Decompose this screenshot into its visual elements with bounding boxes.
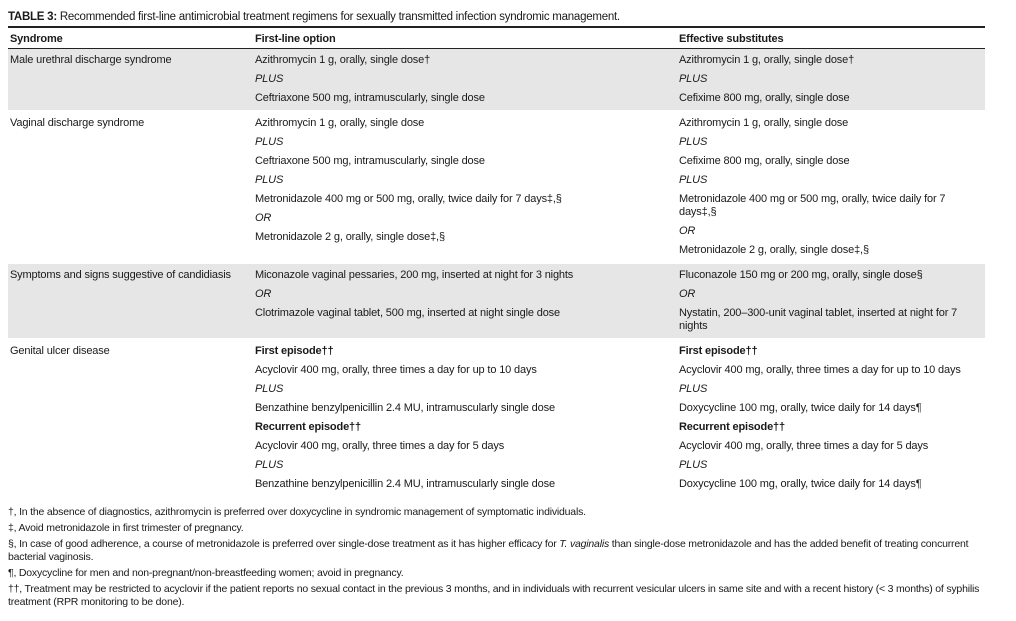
connector-text: PLUS (255, 174, 284, 186)
footnotes (8, 506, 985, 609)
syndrome-cell (8, 111, 253, 263)
footnote-pre: ‡, Avoid metronidazole in first trimester of pregnancy. (8, 522, 244, 534)
first-line-cell (253, 111, 677, 263)
connector-text: PLUS (679, 73, 708, 85)
connector-text: OR (255, 212, 272, 224)
connector-text: PLUS (255, 383, 284, 395)
syndrome-cell (8, 49, 253, 112)
regimen-text: Clotrimazole vaginal tablet, 500 mg, inserted at night single dose (255, 307, 561, 319)
regimen-text: Acyclovir 400 mg, orally, three times a day for up to 10 days (679, 364, 961, 376)
regimen-text: Metronidazole 2 g, orally, single dose‡,§ (679, 244, 869, 256)
footnote-pre: ¶, Doxycycline for men and non-pregnant/non-breastfeeding women; avoid in pregnancy. (8, 567, 404, 579)
regimen-text: Acyclovir 400 mg, orally, three times a day for up to 10 days (255, 364, 537, 376)
connector-text: PLUS (255, 136, 284, 148)
regimen-text: Azithromycin 1 g, orally, single dose (255, 117, 425, 129)
regimen-text: Metronidazole 400 mg or 500 mg, orally, twice daily for 7 days‡,§ (255, 193, 562, 205)
regimen-text: Benzathine benzylpenicillin 2.4 MU, intramuscularly single dose (255, 402, 555, 414)
regimen-text: Benzathine benzylpenicillin 2.4 MU, intramuscularly single dose (255, 478, 555, 490)
regimen-text: Miconazole vaginal pessaries, 200 mg, inserted at night for 3 nights (255, 269, 574, 281)
footnote-post: than single-dose metronidazole and has the added benefit of treating concurrent bacterial vaginosis. (8, 538, 969, 563)
regimen-text: Nystatin, 200–300-unit vaginal tablet, inserted at night for 7 nights (679, 307, 958, 332)
table-row (8, 111, 985, 263)
first-line-cell (253, 49, 677, 112)
connector-text: PLUS (679, 174, 708, 186)
connector-text: PLUS (255, 73, 284, 85)
regimen-text: Azithromycin 1 g, orally, single dose† (255, 54, 431, 66)
syndrome-cell (8, 339, 253, 497)
header-first-line: First-line option (253, 27, 677, 49)
regimen-text: Azithromycin 1 g, orally, single dose (679, 117, 849, 129)
regimen-text: Acyclovir 400 mg, orally, three times a day for 5 days (679, 440, 929, 452)
substitutes-cell (677, 111, 985, 263)
substitutes-cell (677, 263, 985, 339)
header-row (8, 27, 985, 49)
regimen-text: Ceftriaxone 500 mg, intramuscularly, single dose (255, 155, 485, 167)
connector-text: OR (255, 288, 272, 300)
syndrome-cell (8, 263, 253, 339)
caption-label: TABLE 3: (8, 11, 57, 23)
syndrome-name: Vaginal discharge syndrome (10, 117, 145, 129)
regimen-text: Doxycycline 100 mg, orally, twice daily for 14 days¶ (679, 402, 922, 414)
table-figure (8, 8, 985, 612)
connector-text: OR (679, 225, 696, 237)
connector-text: PLUS (679, 383, 708, 395)
header-substitutes: Effective substitutes (677, 27, 985, 49)
regimen-text: Ceftriaxone 500 mg, intramuscularly, single dose (255, 92, 485, 104)
regimen-text: Doxycycline 100 mg, orally, twice daily for 14 days¶ (679, 478, 922, 490)
header-syndrome: Syndrome (8, 27, 253, 49)
regimen-text: Cefixime 800 mg, orally, single dose (679, 92, 850, 104)
table-row (8, 339, 985, 497)
regimen-text: Metronidazole 2 g, orally, single dose‡,§ (255, 231, 445, 243)
footnote-pre: ††, Treatment may be restricted to acyclovir if the patient reports no sexual contact in the previous 3 months, and in individuals with recurrent vesicular ulcers in same site and with a recent history (< 3 months) of syphilis treatment (RPR monitoring to be done). (8, 583, 980, 608)
episode-heading: First episode†† (679, 345, 758, 357)
substitutes-cell (677, 339, 985, 497)
regimen-text: Cefixime 800 mg, orally, single dose (679, 155, 850, 167)
episode-heading: Recurrent episode†† (679, 421, 785, 433)
footnote-pre: †, In the absence of diagnostics, azithromycin is preferred over doxycycline in syndromic management of symptomatic individuals. (8, 506, 586, 518)
connector-text: PLUS (255, 459, 284, 471)
caption-text: Recommended first-line antimicrobial treatment regimens for sexually transmitted infection syndromic management. (56, 11, 620, 23)
table-row (8, 263, 985, 339)
table-row (8, 49, 985, 112)
regimen-text: Azithromycin 1 g, orally, single dose† (679, 54, 855, 66)
regimen-text: Acyclovir 400 mg, orally, three times a day for 5 days (255, 440, 505, 452)
footnote-em: T. vaginalis (559, 538, 610, 550)
footnote (8, 522, 985, 535)
footnote (8, 583, 985, 609)
regimen-text: Fluconazole 150 mg or 200 mg, orally, single dose§ (679, 269, 923, 281)
episode-heading: First episode†† (255, 345, 334, 357)
syndrome-name: Male urethral discharge syndrome (10, 54, 172, 66)
table-caption (8, 8, 985, 26)
syndrome-name: Genital ulcer disease (10, 345, 110, 357)
footnote-pre: §, In case of good adherence, a course of metronidazole is preferred over single-dose treatment as it has higher efficacy for (8, 538, 560, 550)
first-line-cell (253, 263, 677, 339)
connector-text: OR (679, 288, 696, 300)
connector-text: PLUS (679, 459, 708, 471)
regimen-text: Metronidazole 400 mg or 500 mg, orally, twice daily for 7 days‡,§ (679, 193, 946, 218)
footnote (8, 506, 985, 519)
footnote (8, 567, 985, 580)
episode-heading: Recurrent episode†† (255, 421, 361, 433)
syndrome-name: Symptoms and signs suggestive of candidiasis (10, 269, 231, 281)
treatment-table (8, 26, 985, 498)
substitutes-cell (677, 49, 985, 112)
first-line-cell (253, 339, 677, 497)
connector-text: PLUS (679, 136, 708, 148)
footnote (8, 538, 985, 564)
